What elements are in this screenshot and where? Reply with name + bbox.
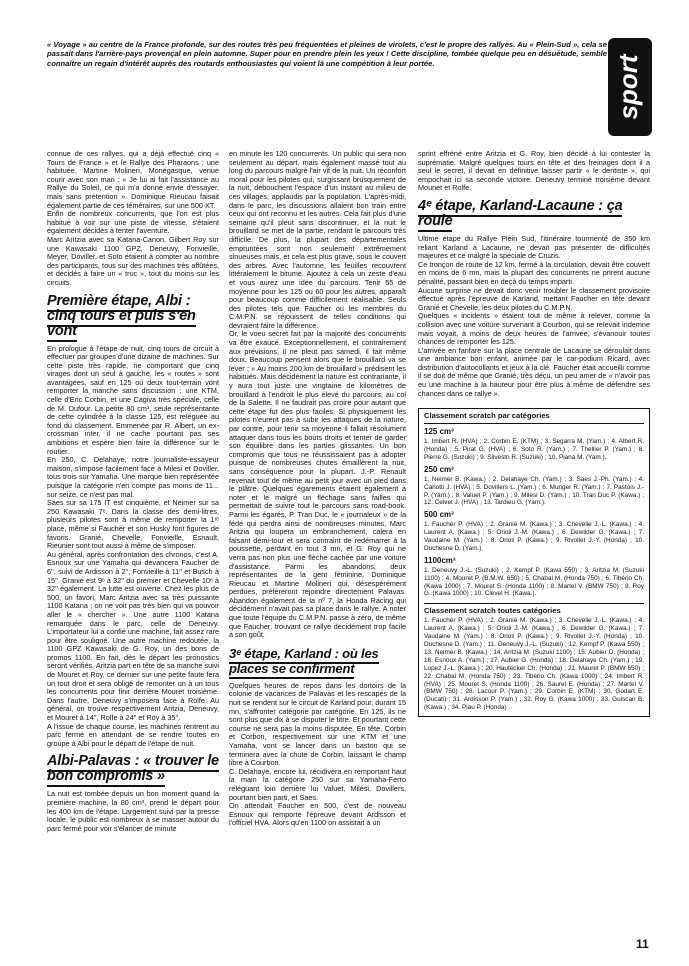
results-overall: 1. Faucher P. (HVA) ; 2. Granié M. (Kawa.) ; 3. Chevelle J.-L. (Kawa.) ; 4. Laurent A. (Kawa.) ; 5. Orioli J.-M. (Kawa.) ; 6. Dewilder G. (Kawa.) ; 7. Vaudaine M. (Yam.) ; 8. Orioli P. (Kawa.) ; 9. Rivollet J.-Y. (Honda) ; 10. Duchesne D. (Yam.) ; 11. Deneuvy J.-L. (Suzuki) ; 12. Kempf P. (Kawa 550) ; 13. Neimer B. (Kawa.) ; 14. Aritzia M. (Suzuki 1100) ; 15. Aubier D. (Honda) ; 16. Esnoux A. (Yam.) ; 17. Aubier G. (Honda) ; 18. Delahaye Ch. (Yam.) ; 19. Lopez J.-L. (Kawa.) ; 20. Hautecker Ch. (Honda) ; 21. Mauret P. (BMW 650) ; 22. Chabal M. (Honda 750) ; 23. Tibério Ch. (Kawa 1000) ; 24. Imbert R. (HVA) ; 25. Mouret S. (Honda 1100) ; 26. Saurel E. (Honda) ; 27. Martel V. (BMW 750) ; 28. Lacour P. (Yam.) ; 29. Corbin E. (KTM) ; 30. Godart E. (Ducati) ; 31. Ardisson P. (Yam.) ; 32. Roy G. (Kawa 1000) ; 33. Guiscan B. (Kawa.) ; 34. Piau P. (Honda) . [424,617,644,712]
results-overall-title: Classement scratch toutes catégories [424,603,644,615]
column-3 [418,150,650,717]
section-heading-3: 3ᵉ étape, Karland : où les places se confirment [229,646,406,676]
paragraph: L'arrivée en fanfare sur la place centrale de Lacaune se déroulait dans une ambiance bon enfant, animée par le car-podium Ricard, avec distribution d'autocollants et jeux à la clé. Faucher était accueilli comme il se doit de même que Granié, très déçu, un peu amer de « n'avoir pas eu une machine à la hauteur pour être plus à même de défendre ses chances dans ce rallye ». [418,345,650,398]
results-title: Classement scratch par catégories [424,412,644,424]
category-250-label: 250 cm³ [424,464,454,474]
paragraph: C. Delahaye, encore lui, récidivera en remportant haut la main la catégorie 250 sur sa Yamaha-Ferro reléguant loin derrière lui Valuet, Milési, Dovillers, pourtant bien parti, et Saes. [229,766,406,802]
paragraph: Enfin de nombreux concurrents, que l'on est plus habitué à voir sur une piste de vitesse, s'étaient également décidés à tenter l'aventure. [47,209,219,236]
results-box [418,408,650,717]
paragraph: Aucune surprise ne devait donc venir troubler le classement provisoire effectué après l'épreuve de Karland, mettant Faucher en tête devant Granié et Chevelle, les deux pilotes du C.M.P.N. [418,285,650,312]
category-1100-label: 1100cm³ [424,555,456,565]
paragraph: sprint effréné entre Aritzia et G. Roy, bien décidé à lui contester la suprématie. Malgré quelques tours en tête et des freinages dont il a seul le secret, il devait en définitive laisser partir « le dentiste », qui empochait ici sa seconde victoire. Deneuvy terminé troisième devant Mounet et Rolfe. [418,149,650,193]
paragraph: Ultime étape du Rallye Plein Sud, l'itinéraire tourmenté de 350 km reliant Karland à Lacaune, ne devait pas présenter de difficultés majeures et ce malgré la spéciale de Cruzis. [418,233,650,261]
section-heading-2: Albi-Palavas : « trouver le bon compromis » [47,754,219,784]
paragraph: Saes sur sa 175 IT est cinquième, et Neimer sur sa 250 Kawasaki 7ᵉ. Dans la classe des demi-litres, plusieurs pilotes sont à même de remporter la 1ʳᵉ place, même si Faucher et son Husky font figures de favoris. Granié, Chevelle, Fonvieille, Esnault, Rieunier sont tout aussi à même de s'imposer. [47,498,219,551]
results-1100: 1. Deneuvy J.-L. (Suzuki) ; 2. Kempf P. (Kawa 550) ; 3. Aritzia M. (Suzuki 1100) ; 4. Mouret P. (B.M.W. 650) ; 5. Chabal M. (Honda 750) ; 6. Tibério Ch. (Kawa 1000) ; 7. Mouret S. (Honda 1100) ; 8. Martel V. (BMW 750) ; 9. Roy G. (Kawa 1000) ; 10. Clevel H. (Kawa.). [424,566,644,598]
paragraph: Quelques heures de repos dans les dortoirs de la colonie de vacances de Palavas et les rescapés de la nuit se rendent sur le circuit de Karland pour, durant 15 mn, s'affronter catégorie par catégorie. En 125, ils ne sont plus que dix à se disputer le titre. Et pourtant cette course ne sera pas la moins disputée. En tête, Corbin et Corbon, respectivement sur une KTM et une Yamaha, vont se lancer dans un baston qui se terminera avec la chute de Corbin, laissant le champ libre à Courbon. [229,680,406,768]
column-1 [47,150,219,833]
results-500: 1. Faucher P. (HVA) ; 2. Granié M. (Kawa.) ; 3. Chevelle J.-L. (Kawa.) ; 4. Laurent A. (Kawa.) ; 5. Orioli J.-M. (Kawa.) ; 6. Dewilder G. (Kawa.) ; 7. Vaudaine M. (Yam.) ; 8. Orioli P. (Kawa.) ; 9. Rivollet J.-Y. (Honda) ; 10. Duchesne D. (Yam.). [424,521,644,552]
paragraph: A l'issue de chaque course, les machines rentrent au parc fermé en attendant de se rendre toutes en groupe à Albi pour le départ de l'étape de nuit. [47,721,219,748]
sport-logo-text: sport [612,54,643,120]
column-2 [229,150,406,828]
sport-logo-icon [608,38,652,136]
intro-text: « Voyage » au centre de la France profonde, sur des routes très peu fréquentées et pleines de virolets, c'est le propre des rallyes. Au « Plein-Sud », cela se passait dans l'arrière-pays provençal en plein automne. Super pour en prendre plein les yeux ! Cette discipline, tombée quelque peu en désuétude, semble connaître un regain d'intérêt auprès des routards enthousiastes qui voient là une compétition à leur portée. [47,40,607,68]
section-heading-4: 4ᵉ étape, Karland-Lacaune : ça roule [418,199,650,229]
paragraph: Marc Aritzia avec sa Katana-Canon, Gilbert Roy sur une Kawasaki 1100 GPZ, Deneuvy, Fonvieille, Meyer, Doviller, et Soto étaient à compter au nombre des participants, tous sur des machines très affûtées, et décidés à faire un « truc », tout du moins sur les circuits. [47,234,219,287]
paragraph: On attendait Faucher en 500, c'est de nouveau Esnoux qui remporte l'épreuve devant Ardisson et l'officiel HVA. Alors qu'en 1100 on assistait à un [229,801,406,828]
paragraph: En prologue à l'étape de nuit, cinq tours de circuit à effectuer par groupes d'une dizaine de machines. Sur cette piste très rapide, ne comportant que cinq virages dont un seul à gauche, les « routes » sont avantagées, sauf en 125 où deux tout-terrain vont remporter la manche sans discussion ; une KTM, celle d'Eric Corbin, et une Cagiva très spéciale, celle de M. Dufour. La petite 80 cm³, seule représentante de cette cylindrée à la classe 125, est reléguée au fond du classement. Emmenée par R. Albert, un ex-crossman inter, il ne cache pourtant pas ses ambitions et espère bien faire la différence sur le routier. [47,343,219,456]
paragraph: Or, le voeu secret fait par la majorité des concurrents va être exaucé. Exceptionnellement, et contrairement aux prévisions, il ne pleut pas samedi, il fait même doux. Beaucoup pensent alors que le brouillard va se lever ; « Au moins 200 km de brouillard » prédisent les habitués. Mais décidément la nature est contrariante, il y aura tout juste une vingtaine de kilomètres de brouillard à l'endroit le plus élevé du parcours, au col de la Salette. Il ne faudrait pas croire pour autant que cette étape fut des plus faciles. Si physiquement les pilotes n'eurent pas à subir les attaques de la nature, par contre, pour tenir sa moyenne il fallait résolument attaquer dans tous les bouts droits et tenter de garder son équilibre dans les parties glissantes. Un bon compromis que tous ne réussissaient pas à adopter puisque de nombreuses chutes émaillèrent la nuit, sans conséquence pour la plupart. J.-P. Renault revenait tout de même au petit jour avec un pied dans le plâtre. Quelques égarements étaient également à noter et le malgré un fléchage sans failles qui permettait de suivre tout le parcours sans road-book. Parmi les égarés, P. Tran Duc, le « journaleux » de la fédé qui perdra ainsi de nombreuses minutes, Marc Aritzia qui loupera un embranchement, calera en faisant demi-tour et sera contraint de redémarrer à la poussette, perdant en tout 3 mn, et G. Roy qui ne verra pas non plus une flèche cachée par une voiture d'assistance. Parmi les abandons, deux représentantes de la gent féminine, Dominique Rieucau et Martine Molineri qui, désespérément perdues, préféreront rejoindre directement Palavas. Abandon également de la nº 7, la Honda Racing qui décidément n'avait pas sa place dans le rallye. A noter que toute l'équipe du C.M.P.N. passe à zéro, de même que Faucher, trouvant ce rallye décidément trop facile à son goût. [229,329,406,640]
paragraph: en minute les 120 concurrents. Un public qui sera non seulement au départ, mais également massé tout au long du parcours malgré l'air vif de la nuit. Un réconfort moral pour les pilotes qui, surgissant brusquement de la nuit, débouchent l'espace d'un instant au milieu de ces villages, applaudis par la population. L'après-midi, dans le parc, les discussions allaient bon train entre ceux qui ont reconnu et les autres. Cela fait plus d'une semaine qu'il pleut sans discontinuer, et la nuit le brouillard se met de la partie, rendant le parcours très difficile. De plus, la plupart des départementales empruntées sont non seulement extrêmement sinueuses mais, et cela est plus grave, sous le couvert des arbres. Avec l'automne, les feuilles recouvrent littéralement le bitume. Ajoutez à cela un zeste d'eau et vous aurez une idée du parcours. Tenir 55 de moyenne pour les 125 ou 60 pour les autres, apparaît pour beaucoup comme difficilement réalisable. Seuls des pilotes tels que Faucher ou les membres du C.M.P.N. se réjouissent de telles conditions qui devraient faire la différence. [229,149,406,330]
section-heading-1: Première étape, Albi : cinq tours et puis s'en vont [47,294,219,339]
page-number: 11 [636,937,649,951]
results-250: 1. Neimer B. (Kawa.) ; 2. Delahaye Ch. (Yam.) ; 3. Saes J.-Ph. (Yam.) ; 4. Carlotti J. (HVA) ; 5. Dovillers L. (Yam.) ; 6. Munger R. (Yam.) ; 7. Pastois J.-P. (Yam.) ; 8. Valuet P. (Yam.) ; 9. Milesi D. (Yam.) ; 10. Tran Duc P. (Kawa.) ; 12. Celvet J. (HVA) ; 13. Tardieu G. (Yam.). [424,475,644,507]
category-125-label: 125 cm³ [424,427,454,437]
paragraph: En 250, C. Delahaye, notre journaliste-essayeur maison, s'impose facilement face à Milesi et Doviller, tous trois sur Yamaha. Une marque bien représentée puisque la catégorie n'en compte pas moins de 11... sur seize, ce n'est pas mal. [47,455,219,499]
paragraph: Ce tronçon de route de 12 km, fermé à la circulation, devait être couvert en moins de 6 mn, mais la plupart des concurrents ne prirent aucune pénalité, passant bien en deçà du temps imparti. [418,259,650,286]
results-125: 1. Imbert R. (HVA) ; 2. Corbin E. (KTM) ; 3. Segarra M. (Yam.) ; 4. Albert R. (Honda) ; 5. Pirat G. (HVA) ; 6. Soto R. (Yam.) ; 7. Thellier P. (Yam.) ; 8. Pierre G. (Suzuki) ; 9. Silvestri R. (Suzuki) ; 10. Piana M. (Yam.). [424,438,644,461]
paragraph: connue de ces rallyes, qui a déjà effectué cinq « Tours de France » et le Rallye des Pharaons ; une habituée. Martine Molineri, Monégasque, venue courir avec son mari : « Je lui ai fait l'assistance au Rallye du Soleil, ce qui m'a donné envie d'essayer, mais sans prétention ». Dominique Rieucau faisait également partie de ces téméraires, sur une 500 XT. [47,149,219,210]
category-500-label: 500 cm³ [424,510,454,520]
paragraph: Au général, après confrontation des chronos, c'est A. Esnoux sur une Yamaha qui devancera Faucher de 6'', suivi de Ardisson à 2'', Fonvieille à 11'' et Busch à 15''. Granié est 9ᵉ à 32'' du premier et Chevelle 10ᵉ à 32'' également. La lutte est ouverte. Chez les plus de 500, un favori, Marc Aritzia avec sa très puissante 1100 Katana ; on ne voit pas très bien qui va pouvoir aller le « chercher ». Une autre 1100 Katana remarquée dans le parc, celle de Deneuvy. L'importateur lui a confié une machine, fait assez rare pour être souligné. Une autre machine redoutée, la 1100 GPZ Kawasaki de G. Roy, un des bons de promos 1100. En fait, dès le départ les pronostics seront vérifiés. Aritzia part en tête de sa manche suivi de Mouret et Roy, ce dernier sur une petite faute fera un tout droit et sera obligé de remonter un à un tous les concurrents pour finir derrière Mouret troisième. Dans l'autre, Deneuvy s'imposera face à Rolfe. Au général, on trouve respectivement Aritzia, Deneuvy, et Mouret à 14'', Rolfe à 24'' et Roy à 35''. [47,549,219,723]
paragraph: La nuit est tombée depuis un bon moment quand la première machine, la 80 cm³, prend le départ pour les 400 km de l'étape. Largement suivi par la presse locale, le public est nombreux à se masser autour du parc fermé pour voir s'élancer de minute [47,789,219,833]
paragraph: Quelques « incidents » étaient tout de même à relever, comme la collision avec une voiture survenant à Courbon, qui se relevait indemne mais voyait, à moins de deux heures de l'arrivée, s'évanouir toutes chances de remporter les 125. [418,311,650,347]
